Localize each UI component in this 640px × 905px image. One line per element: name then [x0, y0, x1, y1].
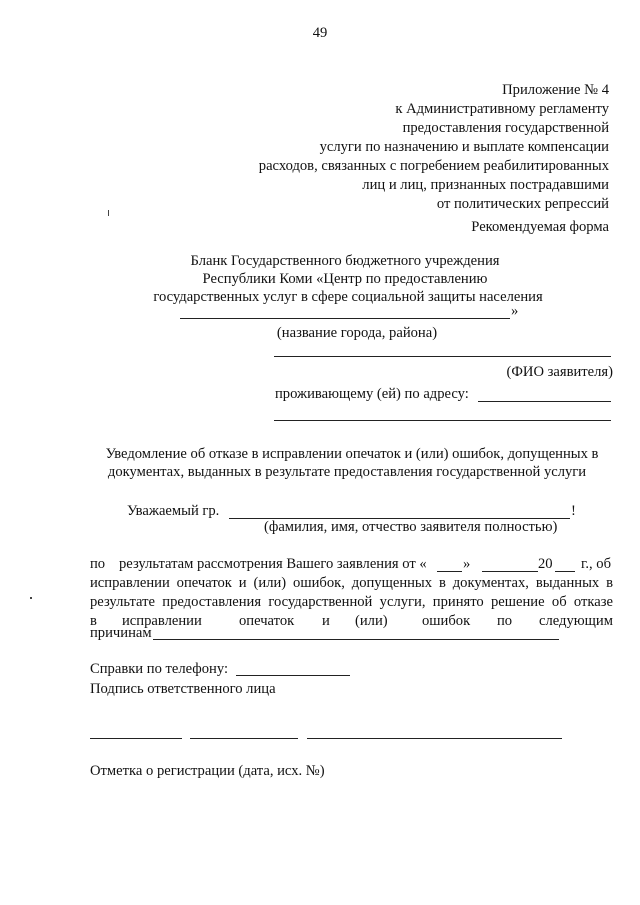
- closing-quote: »: [511, 303, 519, 319]
- body-word: и: [322, 613, 330, 629]
- body-word: опечаток: [239, 613, 295, 629]
- body-word: по: [497, 613, 513, 629]
- body-word: (или): [355, 613, 388, 629]
- blank-header-line3: государственных услуг в сфере социальной защиты населения: [153, 289, 543, 305]
- applicant-fio-field[interactable]: [274, 356, 611, 357]
- body-text: 20: [538, 556, 553, 572]
- month-field[interactable]: [482, 571, 538, 572]
- body-word: в: [90, 613, 97, 629]
- address-field-2[interactable]: [274, 420, 611, 421]
- appendix-line: к Административному регламенту: [395, 101, 609, 117]
- appendix-line: Приложение № 4: [502, 82, 609, 98]
- signature-field[interactable]: [190, 738, 298, 739]
- signature-label: Подпись ответственного лица: [90, 681, 276, 697]
- greeting-label: Уважаемый гр.: [127, 503, 220, 519]
- appendix-line: предоставления государственной: [402, 120, 609, 136]
- appendix-line: услуги по назначению и выплате компенсации: [319, 139, 609, 155]
- scan-mark: [108, 210, 109, 216]
- recommended-form: Рекомендуемая форма: [471, 219, 609, 235]
- city-hint: (название города, района): [276, 325, 438, 341]
- phone-label: Справки по телефону:: [90, 661, 229, 677]
- registration-label: Отметка о регистрации (дата, исх. №): [90, 763, 325, 779]
- signature-name-field[interactable]: [307, 738, 562, 739]
- appendix-line: лиц и лиц, признанных пострадавшими: [362, 177, 609, 193]
- page-number: 49: [312, 25, 328, 41]
- position-signature-field[interactable]: [90, 738, 182, 739]
- body-word: следующим: [539, 613, 613, 629]
- body-line: результате предоставления государственной услуги, принято решение об отказе: [90, 594, 613, 610]
- body-word: причинам: [90, 625, 152, 641]
- scan-dust: [30, 597, 32, 599]
- phone-field[interactable]: [236, 675, 350, 676]
- body-text: г., об: [580, 556, 611, 572]
- day-field[interactable]: [437, 571, 462, 572]
- appendix-line: от политических репрессий: [436, 196, 609, 212]
- address-field[interactable]: [478, 401, 611, 402]
- body-text: результатам рассмотрения Вашего заявления от «: [119, 556, 427, 572]
- address-label: проживающему (ей) по адресу:: [275, 386, 469, 402]
- body-word: ошибок: [422, 613, 471, 629]
- notice-title-line2: документах, выданных в результате предоставления государственной услуги: [107, 464, 587, 480]
- appendix-line: расходов, связанных с погребением реабилитированных: [258, 158, 609, 174]
- organization-name-field[interactable]: [180, 318, 510, 319]
- blank-header-line2: Республики Коми «Центр по предоставлению: [202, 271, 488, 287]
- fio-hint: (ФИО заявителя): [506, 364, 613, 380]
- year-field[interactable]: [555, 571, 575, 572]
- blank-header-line1: Бланк Государственного бюджетного учреждения: [190, 253, 500, 269]
- greeting-exclamation: !: [571, 503, 576, 519]
- body-word: исправлении: [122, 613, 202, 629]
- body-word: по: [90, 556, 106, 572]
- full-name-hint: (фамилия, имя, отчество заявителя полностью): [264, 519, 558, 535]
- body-text: »: [463, 556, 471, 572]
- notice-title-line1: Уведомление об отказе в исправлении опечаток и (или) ошибок, допущенных в: [105, 446, 599, 462]
- body-line: исправлении опечаток и (или) ошибок, допущенных в документах, выданных в: [90, 575, 613, 591]
- reasons-field[interactable]: [153, 639, 559, 640]
